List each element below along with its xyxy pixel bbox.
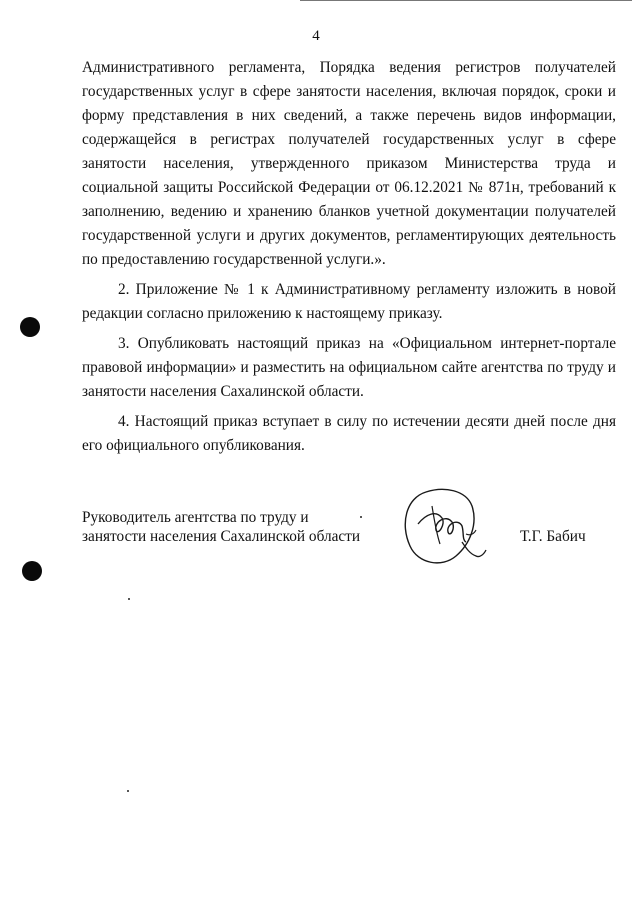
- paragraph-item-2: 2. Приложение № 1 к Административному регламенту изложить в новой редакции согласно приложению к настоящему приказу.: [82, 281, 616, 322]
- scan-speck: [360, 516, 362, 518]
- signatory-title: [82, 508, 360, 546]
- paragraph-item-4: 4. Настоящий приказ вступает в силу по истечении десяти дней после дня его официального опубликования.: [82, 413, 616, 454]
- punch-hole-top: [20, 317, 40, 337]
- signatory-title-line-1: Руководитель агентства по труду и: [82, 509, 309, 526]
- paragraph-continuation: Административного регламента, Порядка ведения регистров получателей государственных услуг в сфере занятости населения, включая порядок, сроки и форму представления в них сведений, а также перечень видов информации, содержащейся в регистрах получателей государственных услуг в сфере занятости населения, утвержденного приказом Министерства труда и социальной защиты Российской Федерации от 06.12.2021 № 871н, требований к заполнению, ведению и хранению бланков учетной документации получателей государственной услуги и других документов, регламентирующих деятельность по предоставлению государственной услуги.».: [82, 59, 616, 268]
- signatory-name: Т.Г. Бабич: [520, 528, 586, 545]
- handwritten-signature: [396, 484, 492, 576]
- paragraph-item-3: 3. Опубликовать настоящий приказ на «Официальном интернет-портале правовой информации» и разместить на официальном сайте агентства по труду и занятости населения Сахалинской области.: [82, 335, 616, 400]
- scan-speck: [128, 598, 130, 600]
- document-body: [82, 56, 616, 458]
- punch-hole-bottom: [22, 561, 42, 581]
- page-number: 4: [312, 28, 320, 44]
- scan-edge-line: [300, 0, 632, 1]
- scan-speck: [127, 790, 129, 792]
- signatory-title-line-2: занятости населения Сахалинской области: [82, 528, 361, 545]
